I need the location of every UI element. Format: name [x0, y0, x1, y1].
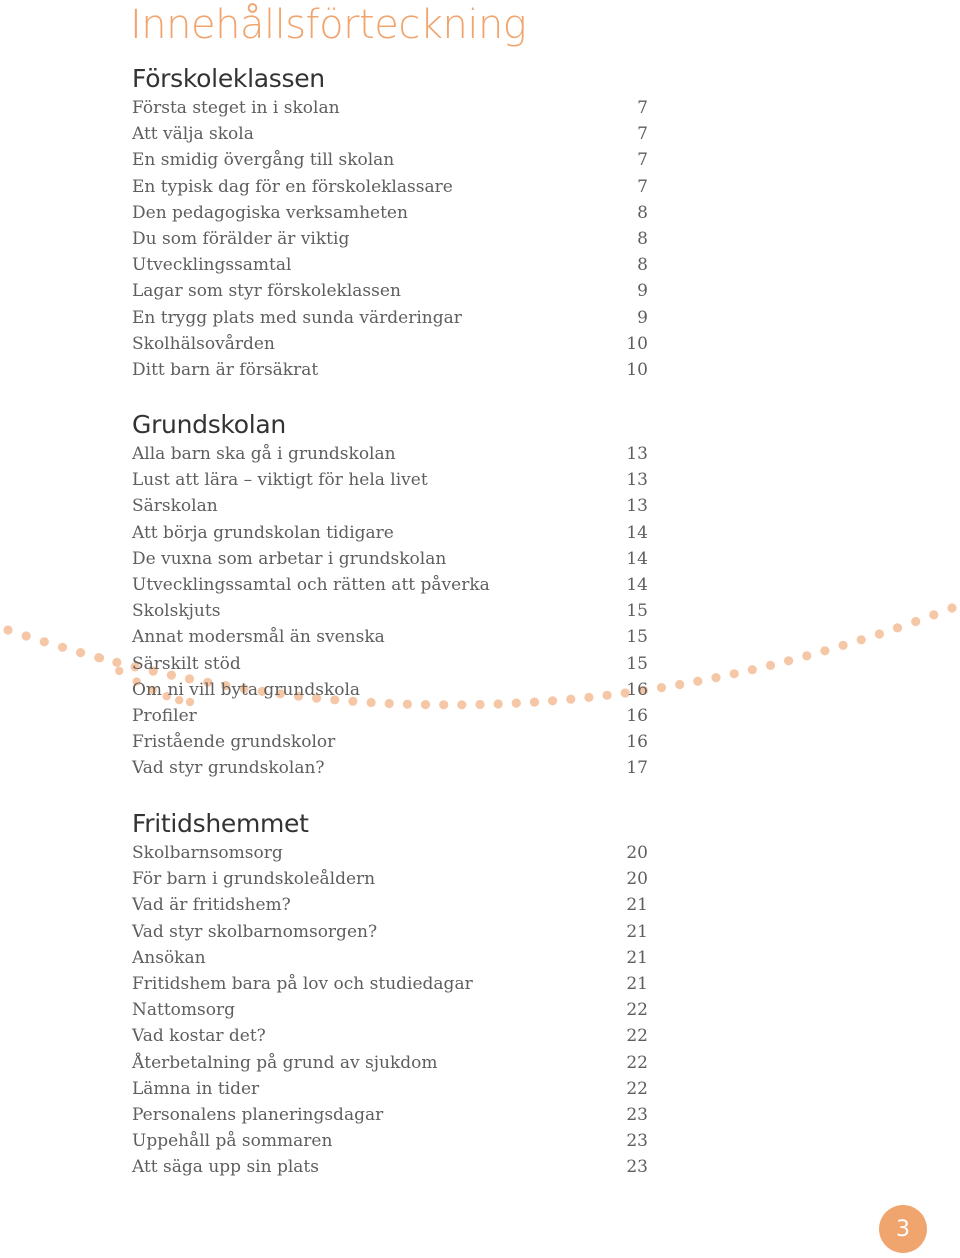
toc-entry [132, 95, 648, 121]
toc-entry-label: En smidig övergång till skolan [132, 150, 395, 171]
toc-entry-label: Lämna in tider [132, 1078, 260, 1099]
toc-entry [132, 1128, 648, 1154]
decorative-dot [112, 658, 121, 667]
decorative-dot [875, 629, 884, 638]
decorative-dot [893, 623, 902, 632]
toc-entry-label: För barn i grundskoleåldern [132, 869, 376, 890]
toc-entry [132, 147, 648, 173]
decorative-dot [911, 617, 920, 626]
toc-entry-label: Vad styr grundskolan? [132, 758, 325, 779]
decorative-dot [766, 661, 775, 670]
toc-entry [132, 598, 648, 624]
toc-entry-page: 16 [626, 732, 648, 753]
toc-entry-page: 17 [626, 758, 648, 779]
toc-entry [132, 971, 648, 997]
toc-entry [132, 441, 648, 467]
toc-entry [132, 703, 648, 729]
toc-entry [132, 919, 648, 945]
toc-entry-label: Utvecklingssamtal och rätten att påverka [132, 574, 490, 595]
toc-entry [132, 200, 648, 226]
toc-entry-page: 14 [626, 574, 648, 595]
decorative-dot [784, 656, 793, 665]
toc-entry-label: Att börja grundskolan tidigare [132, 522, 394, 543]
toc-entry-label: Du som förälder är viktig [132, 228, 350, 249]
toc-entry-page: 9 [637, 281, 648, 302]
page-title: Innehållsförteckning [130, 2, 527, 48]
toc-entry [132, 1050, 648, 1076]
toc-entry-page: 22 [626, 1052, 648, 1073]
toc-entry-page: 8 [637, 255, 648, 276]
toc-entry [132, 1023, 648, 1049]
toc-entry-page: 13 [626, 496, 648, 517]
decorative-dot [693, 677, 702, 686]
toc-entry-page: 9 [637, 307, 648, 328]
toc-entry-page: 7 [637, 98, 648, 118]
toc-entry-page: 16 [626, 679, 648, 700]
toc-entry [132, 892, 648, 918]
toc-section-forskoleklassen [132, 62, 648, 383]
toc-entry [132, 467, 648, 493]
toc-entry [132, 1102, 648, 1128]
section-heading: Förskoleklassen [132, 64, 325, 93]
toc-entry-page: 15 [626, 601, 648, 622]
decorative-dot [857, 635, 866, 644]
toc-entry [132, 357, 648, 383]
toc-entry-label: Första steget in i skolan [132, 98, 340, 118]
toc-entry-label: Särskilt stöd [132, 653, 241, 674]
decorative-dot [3, 625, 12, 634]
toc-entry-label: Lust att lära – viktigt för hela livet [132, 470, 428, 491]
toc-entry-page: 13 [626, 470, 648, 491]
toc-entry [132, 278, 648, 304]
toc-entry-label: Nattomsorg [132, 1000, 235, 1021]
section-heading: Grundskolan [132, 410, 286, 439]
toc-entry [132, 493, 648, 519]
toc-entry-page: 7 [637, 150, 648, 171]
decorative-dot [929, 610, 938, 619]
toc-entry-label: Profiler [132, 705, 197, 726]
toc-entry-page: 10 [626, 333, 648, 354]
toc-entry-page: 20 [626, 869, 648, 890]
toc-entry-label: Att välja skola [132, 124, 254, 145]
toc-entry-label: Ansökan [132, 947, 206, 968]
toc-entry [132, 677, 648, 703]
toc-entry [132, 520, 648, 546]
toc-entry-label: Särskolan [132, 496, 218, 517]
decorative-dot [711, 673, 720, 682]
toc-entry-page: 16 [626, 705, 648, 726]
decorative-dot [947, 603, 956, 612]
toc-entry-page: 8 [637, 202, 648, 223]
toc-entry [132, 252, 648, 278]
decorative-dot [657, 683, 666, 692]
toc-entry-page: 21 [626, 921, 648, 942]
toc-entry-page: 10 [626, 359, 648, 380]
decorative-dot [802, 651, 811, 660]
toc-entry [132, 997, 648, 1023]
decorative-dot [76, 648, 85, 657]
toc-section-grundskolan [132, 408, 648, 781]
toc-entry-label: Vad styr skolbarnomsorgen? [132, 921, 378, 942]
toc-entry [132, 331, 648, 357]
toc-entry [132, 305, 648, 331]
toc-entry-label: Uppehåll på sommaren [132, 1131, 333, 1152]
toc-entry-page: 20 [626, 843, 648, 863]
toc-entry-label: Fristående grundskolor [132, 732, 336, 753]
toc-entry [132, 755, 648, 781]
toc-entry-page: 23 [626, 1104, 648, 1125]
decorative-dot [675, 680, 684, 689]
decorative-dot [40, 637, 49, 646]
decorative-dot [58, 643, 67, 652]
toc-entry [132, 651, 648, 677]
toc-entry-label: Lagar som styr förskoleklassen [132, 281, 401, 302]
toc-entry-page: 15 [626, 653, 648, 674]
decorative-dot [96, 654, 104, 662]
toc-entry [132, 624, 648, 650]
toc-entry-label: Skolbarnsomsorg [132, 843, 283, 863]
toc-entry-page: 21 [626, 895, 648, 916]
decorative-dot [730, 669, 739, 678]
section-heading: Fritidshemmet [132, 809, 309, 838]
toc-entry-label: Skolhälsovården [132, 333, 275, 354]
toc-entry [132, 121, 648, 147]
toc-entry-page: 7 [637, 176, 648, 197]
toc-entry-page: 15 [626, 627, 648, 648]
toc-entry-page: 22 [626, 1000, 648, 1021]
toc-entry-page: 21 [626, 973, 648, 994]
toc-entry [132, 840, 648, 866]
toc-entry-page: 14 [626, 522, 648, 543]
toc-section-fritidshemmet [132, 807, 648, 1180]
toc-entry [132, 546, 648, 572]
toc-entry-page: 21 [626, 947, 648, 968]
toc-entry-page: 7 [637, 124, 648, 145]
decorative-dot [820, 646, 829, 655]
toc-entry [132, 572, 648, 598]
toc-entry [132, 1076, 648, 1102]
toc-entry-label: Skolskjuts [132, 601, 221, 622]
decorative-dot [748, 665, 757, 674]
toc-entry-label: Om ni vill byta grundskola [132, 679, 361, 700]
toc-entry-label: Fritidshem bara på lov och studiedagar [132, 973, 473, 994]
toc-entry-page: 22 [626, 1078, 648, 1099]
toc-entry-label: Att säga upp sin plats [132, 1157, 319, 1178]
decorative-dot [22, 631, 31, 640]
toc-entry-label: De vuxna som arbetar i grundskolan [132, 548, 447, 569]
toc-entry-label: Den pedagogiska verksamheten [132, 202, 408, 223]
page-number-badge: 3 [879, 1205, 927, 1253]
toc-entry [132, 945, 648, 971]
toc-entry-page: 23 [626, 1131, 648, 1152]
toc-entry [132, 1154, 648, 1180]
toc-entry-label: Återbetalning på grund av sjukdom [132, 1052, 438, 1073]
toc-entry [132, 729, 648, 755]
toc-entry-label: Personalens planeringsdagar [132, 1104, 384, 1125]
toc-entry-label: Utvecklingssamtal [132, 255, 292, 276]
toc-entry-page: 22 [626, 1026, 648, 1047]
toc-entry-page: 8 [637, 228, 648, 249]
toc-entry [132, 866, 648, 892]
toc-entry-label: Vad kostar det? [132, 1026, 266, 1047]
decorative-dot [839, 641, 848, 650]
toc-entry-label: Ditt barn är försäkrat [132, 359, 319, 380]
toc-entry-label: En trygg plats med sunda värderingar [132, 307, 462, 328]
toc-entry [132, 226, 648, 252]
toc-entry-page: 14 [626, 548, 648, 569]
toc-entry [132, 174, 648, 200]
toc-entry-page: 13 [626, 444, 648, 464]
toc-entry-label: Vad är fritidshem? [132, 895, 291, 916]
toc-entry-label: Alla barn ska gå i grundskolan [132, 444, 396, 464]
toc-entry-page: 23 [626, 1157, 648, 1178]
decorative-dot [115, 667, 123, 675]
toc-entry-label: En typisk dag för en förskoleklassare [132, 176, 453, 197]
toc-entry-label: Annat modersmål än svenska [132, 627, 385, 648]
